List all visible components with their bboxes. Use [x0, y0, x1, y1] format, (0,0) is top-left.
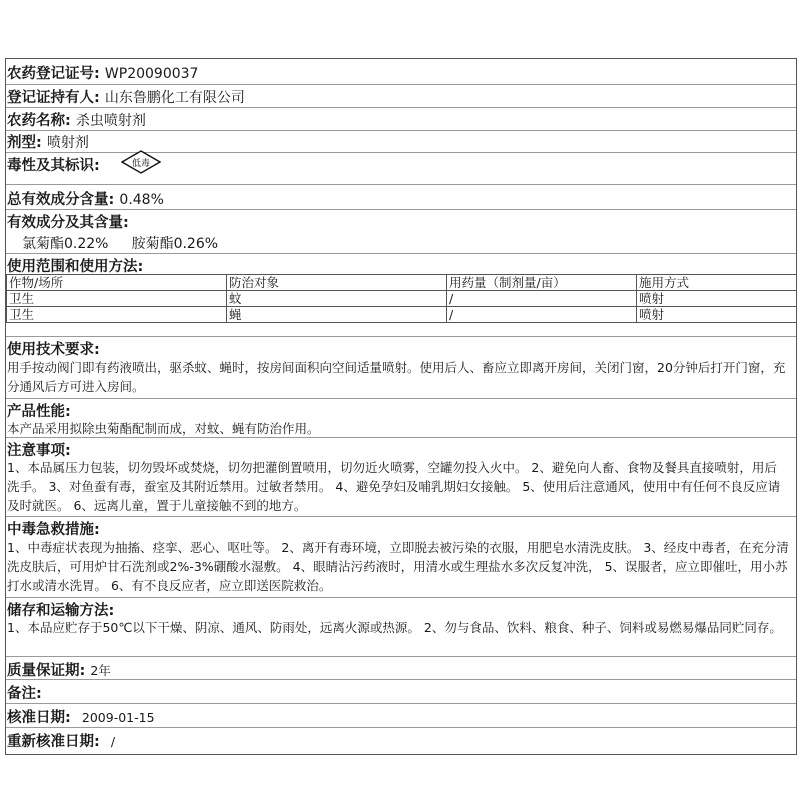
toxicity-diamond-icon [121, 150, 161, 174]
table-cell: 蚊 [227, 291, 447, 307]
reapproval-date-value: / [110, 734, 116, 749]
technique-text: 用手按动阀门即有药液喷出，驱杀蚊、蝇时，按房间面积向空间适量喷射。使用后人、畜应立即离开房间，关闭门窗，20分钟后打开门窗，充分通风后方可进入房间。 [7, 360, 786, 394]
divider [6, 437, 796, 438]
divider [6, 516, 796, 517]
holder-value: 山东鲁鹏化工有限公司 [104, 90, 245, 106]
table-header-cell: 作物/场所 [7, 275, 227, 291]
ingredients-list [22, 233, 794, 253]
performance-label: 产品性能: [7, 404, 71, 420]
divider [6, 398, 796, 399]
table-cell: / [447, 291, 637, 307]
divider [6, 597, 796, 598]
holder-label: 登记证持有人: [7, 90, 100, 106]
storage-label-row [7, 599, 794, 620]
divider [6, 703, 796, 704]
usage-label: 使用范围和使用方法: [7, 259, 144, 275]
remarks-row [7, 682, 794, 703]
total-content-label: 总有效成分含量: [7, 192, 115, 208]
toxicity-badge-text: 低毒 [131, 159, 151, 169]
table-cell: 卫生 [7, 291, 227, 307]
table-cell: 卫生 [7, 307, 227, 323]
total-content-value: 0.48% [119, 192, 164, 208]
name-value: 杀虫喷射剂 [75, 113, 146, 129]
divider [6, 253, 796, 254]
first-aid-text: 1、中毒症状表现为抽搐、痉挛、恶心、呕吐等。 2、离开有毒环境，立即脱去被污染的衣服，用肥皂水清洗皮肤。 3、经皮中毒者，在充分清洗皮肤后，可用炉甘石洗剂或2%-3%硼酸水湿敷。 4、眼睛沾污药液时，用清水或生理盐水多次反复冲洗， 5、误服者，应立即催吐，用小苏打水或清水洗胃。 6、有不良反应者，应立即送医院救治。 [7, 540, 789, 593]
reapproval-date-label: 重新核准日期: [7, 734, 100, 750]
formulation-label: 剂型: [7, 135, 42, 151]
table-cell: 蝇 [227, 307, 447, 323]
ingredient-item: 氯菊酯0.22% [22, 236, 109, 252]
ingredients-label-row [7, 211, 794, 232]
registration-value: WP20090037 [104, 66, 199, 82]
performance-text: 本产品采用拟除虫菊酯配制而成，对蚊、蝇有防治作用。 [7, 421, 320, 436]
shelf-life-value: 2年 [90, 663, 111, 678]
approval-date-label: 核准日期: [7, 710, 71, 726]
toxicity-label: 毒性及其标识: [7, 158, 100, 174]
name-label: 农药名称: [7, 113, 71, 129]
first-aid-label-row [7, 518, 794, 539]
formulation-value: 喷射剂 [46, 135, 89, 151]
approval-date-row [7, 706, 794, 727]
table-header-cell: 防治对象 [227, 275, 447, 291]
performance-label-row [7, 400, 794, 421]
divider [6, 84, 796, 85]
table-row [7, 291, 797, 307]
usage-label-row [7, 255, 794, 276]
table-cell: 喷射 [637, 291, 797, 307]
approval-date-value: 2009-01-15 [81, 710, 155, 725]
precautions-label: 注意事项: [7, 443, 71, 459]
shelf-life-row [7, 659, 794, 680]
reapproval-date-row [7, 730, 794, 751]
divider [6, 336, 796, 337]
ingredients-label: 有效成分及其含量: [7, 215, 129, 231]
shelf-life-label: 质量保证期: [7, 663, 86, 679]
table-cell: / [447, 307, 637, 323]
divider [6, 107, 796, 108]
registration-row [7, 62, 794, 83]
storage-text: 1、本品应贮存于50℃以下干燥、阴凉、通风、防雨处，远离火源或热源。 2、勿与食品、饮料、粮食、种子、饲料或易燃易爆品同贮同存。 [7, 620, 782, 635]
divider [6, 184, 796, 185]
table-header-row [7, 275, 797, 291]
remarks-label: 备注: [7, 686, 42, 702]
technique-label: 使用技术要求: [7, 342, 100, 358]
formulation-row [7, 131, 794, 152]
divider [6, 209, 796, 210]
divider [6, 656, 796, 657]
first-aid-label: 中毒急救措施: [7, 522, 100, 538]
table-cell: 喷射 [637, 307, 797, 323]
divider [6, 727, 796, 728]
total-content-row [7, 188, 794, 209]
technique-label-row [7, 338, 794, 359]
table-header-cell: 用药量（制剂量/亩） [447, 275, 637, 291]
name-row [7, 109, 794, 130]
registration-label: 农药登记证号: [7, 66, 100, 82]
precautions-label-row [7, 439, 794, 460]
table-header-cell: 施用方式 [637, 275, 797, 291]
precautions-text: 1、本品属压力包装，切勿毁坏或焚烧，切勿把灌倒置喷用，切勿近火喷雾，空罐勿投入火中。 2、避免向人畜、食物及餐具直接喷射，用后洗手。 3、对鱼蚕有毒，蚕室及其附近禁用。过敏者禁用。 4、避免孕妇及哺乳期妇女接触。 5、使用后注意通风，使用中有任何不良反应请及时就医。 6、远离儿童，置于儿童接触不到的地方。 [7, 460, 781, 513]
usage-table [6, 274, 797, 323]
table-row [7, 307, 797, 323]
divider [6, 679, 796, 680]
storage-label: 储存和运输方法: [7, 603, 115, 619]
holder-row [7, 86, 794, 107]
ingredient-item: 胺菊酯0.26% [131, 236, 219, 252]
